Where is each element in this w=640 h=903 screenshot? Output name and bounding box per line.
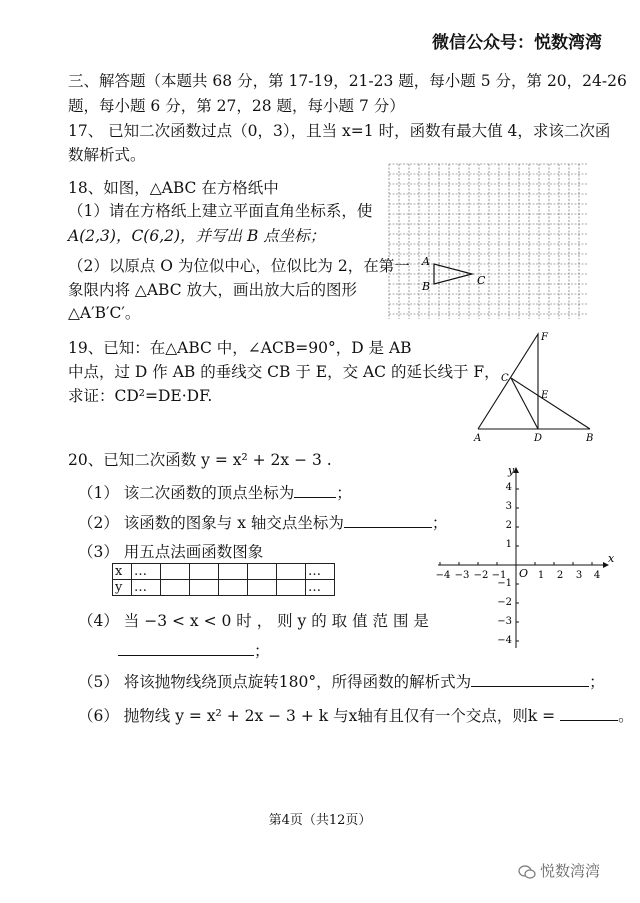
q20-part3: （3） 用五点法画函数图象 — [78, 543, 264, 561]
q20-part5-text: （5） 将该抛物线绕顶点旋转180°，所得函数的解析式为 — [78, 673, 472, 691]
table-cell[interactable] — [219, 580, 248, 596]
y-tick-label: 2 — [505, 520, 512, 531]
q18-label-c: C — [477, 274, 486, 287]
section3-line1: 三、解答题（本题共 68 分，第 17-19，21-23 题，每小题 5 分，第 20，24-26 — [68, 72, 627, 90]
q19-label-f: F — [541, 332, 548, 343]
q20-part6 — [78, 704, 634, 728]
x-tick-label: 1 — [537, 570, 545, 581]
q19-label-c: C — [501, 373, 509, 384]
q20-part6-text: （6） 抛物线 y = x² + 2x − 3 + k 与x轴有且仅有一个交点，则k = — [78, 707, 556, 725]
q20-part1-end: ； — [336, 484, 352, 502]
q19-line1: 19、已知：在△ABC 中，∠ACB=90°，D 是 AB — [68, 339, 412, 357]
q20-part5-end: ； — [589, 673, 605, 691]
q19-triangle-figure — [468, 328, 608, 446]
x-tick-label: 3 — [575, 570, 583, 581]
q20-part1 — [78, 481, 352, 505]
q18-label-b: B — [422, 280, 431, 293]
x-axis-label: x — [608, 552, 615, 565]
origin-label: O — [519, 567, 529, 580]
x-tick-label: −3 — [454, 570, 470, 581]
header-account: 微信公众号：悦数湾湾 — [432, 33, 602, 53]
section3-line2: 题，每小题 6 分，第 27，28 题，每小题 7 分） — [68, 97, 405, 115]
y-tick-label: 1 — [505, 539, 512, 550]
q18-line3: A(2,3)，C(6,2)，并写出 B 点坐标； — [68, 227, 326, 245]
table-cell: … — [132, 580, 161, 596]
q18-line5: 象限内将 △ABC 放大，画出放大后的图形 — [68, 281, 358, 299]
q20-axes-figure — [436, 462, 616, 652]
q20-part1-blank[interactable] — [294, 481, 336, 498]
q20-part6-blank[interactable] — [560, 704, 618, 721]
q20-part5-blank[interactable] — [471, 670, 589, 687]
q20-part2-text: （2） 该函数的图象与 x 轴交点坐标为 — [78, 514, 344, 532]
table-cell: x — [113, 564, 132, 580]
table-row-y — [113, 580, 335, 596]
q20-part2-end: ； — [431, 514, 448, 532]
q20-part6-end: 。 — [618, 707, 634, 725]
q19-label-b: B — [586, 433, 594, 444]
q20-title: 20、已知二次函数 y = x² + 2x − 3 . — [68, 451, 332, 469]
table-cell[interactable] — [248, 564, 277, 580]
table-cell: … — [306, 580, 335, 596]
table-cell: … — [132, 564, 161, 580]
q20-part1-text: （1） 该二次函数的顶点坐标为 — [78, 484, 295, 502]
q18-line6: △A′B′C′。 — [68, 304, 141, 322]
watermark — [518, 860, 600, 881]
q17-line2: 数解析式。 — [68, 146, 146, 164]
x-tick-label: −4 — [436, 570, 451, 581]
x-tick-label: 2 — [556, 570, 564, 581]
x-tick-label: 4 — [593, 570, 601, 581]
q19-label-a: A — [474, 433, 482, 444]
y-axis-label: y — [508, 464, 515, 477]
y-tick-label: 4 — [505, 482, 512, 493]
q18-grid-figure — [388, 163, 590, 321]
y-tick-label: −2 — [497, 597, 512, 608]
q20-part4: （4） 当 −3 < x < 0 时 ， 则 y 的 取 值 范 围 是 — [78, 612, 429, 630]
table-cell[interactable] — [248, 580, 277, 596]
table-cell[interactable] — [161, 564, 190, 580]
q18-label-a: A — [422, 255, 430, 268]
x-tick-label: −1 — [491, 570, 507, 581]
table-cell[interactable] — [277, 580, 306, 596]
table-cell: y — [113, 580, 132, 596]
q20-part4-answer — [118, 639, 270, 663]
y-tick-label: 3 — [505, 501, 512, 512]
q20-part5 — [78, 670, 605, 694]
q20-part2 — [78, 511, 447, 535]
q18-line1: 18、如图，△ABC 在方格纸中 — [68, 179, 279, 197]
q19-label-e: E — [541, 390, 549, 401]
q18-line2: （1）请在方格纸上建立平面直角坐标系，使 — [68, 202, 373, 220]
table-cell[interactable] — [277, 564, 306, 580]
q20-part4-end: ； — [254, 642, 270, 660]
q18-line4: （2）以原点 O 为位似中心，位似比为 2，在第一 — [68, 257, 410, 275]
watermark-text: 悦数湾湾 — [539, 862, 600, 880]
table-cell[interactable] — [219, 564, 248, 580]
wechat-icon — [518, 865, 536, 879]
y-tick-label: −3 — [497, 616, 512, 627]
table-cell: … — [306, 564, 335, 580]
q20-part2-blank[interactable] — [344, 511, 432, 528]
table-cell[interactable] — [190, 564, 219, 580]
five-point-table — [112, 563, 335, 596]
table-cell[interactable] — [190, 580, 219, 596]
q19-label-d: D — [534, 433, 543, 444]
y-tick-label: −1 — [497, 578, 512, 589]
y-tick-label: −4 — [497, 635, 512, 646]
q19-line3: 求证：CD²=DE·DF. — [68, 387, 213, 405]
page-footer: 第4页（共12页） — [268, 813, 372, 828]
table-row-x — [113, 564, 335, 580]
table-cell[interactable] — [161, 580, 190, 596]
q19-line2: 中点，过 D 作 AB 的垂线交 CB 于 E，交 AC 的延长线于 F， — [68, 363, 500, 381]
q17-line1: 17、 已知二次函数过点（0，3），且当 x=1 时，函数有最大值 4，求该二次函 — [68, 122, 611, 140]
x-tick-label: −2 — [473, 570, 489, 581]
q20-part4-blank[interactable] — [118, 639, 254, 656]
